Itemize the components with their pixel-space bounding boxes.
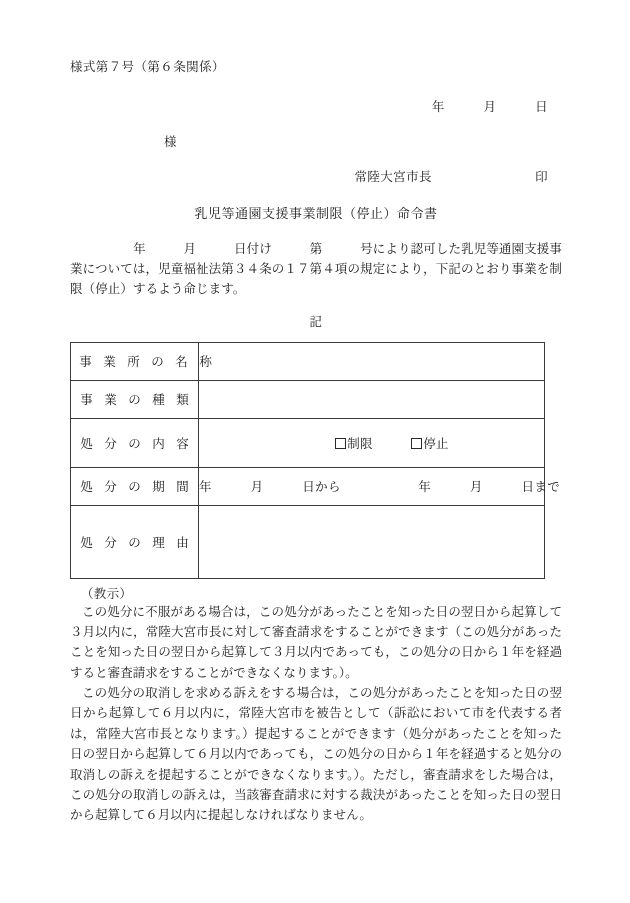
- table-row: [71, 418, 545, 467]
- checkbox-gap: [373, 437, 411, 451]
- row-value-business-type[interactable]: [199, 380, 545, 418]
- row-value-disposition-period[interactable]: 年 月 日から 年 月 日まで: [199, 467, 545, 505]
- ki-mark: 記: [309, 314, 323, 329]
- row-value-disposition-content: [199, 418, 545, 467]
- row-label-disposition-reason: 処 分 の 理 由: [71, 505, 199, 578]
- issuer-line: 常陸大宮市長 印: [354, 169, 548, 184]
- disposition-table: [70, 342, 561, 579]
- row-label-disposition-period: 処 分 の 期 間: [71, 467, 199, 505]
- table-row: [71, 342, 545, 380]
- instructions-paragraph-2: この処分の取消しを求める訴えをする場合は，この処分があったことを知った日の翌日から起算して６月以内に，常陸大宮市を被告として（訴訟において市を代表する者は，常陸大宮市長となります。）提起することができます（処分があったことを知った日の翌日から起算して６月以内であっても，この処分の日から１年を経過すると処分の取消しの訴えを提起することができなくなります。）。ただし，審査請求をした場合は，この処分の取消しの訴えは，当該審査請求に対する裁決があったことを知った日の翌日から起算して６月以内に提起しなければなりません。: [70, 686, 562, 823]
- row-value-business-name[interactable]: [199, 342, 545, 380]
- row-label-business-type: 事 業 の 種 類: [71, 380, 199, 418]
- addressee-line: 様: [164, 134, 177, 149]
- table-row: [71, 505, 545, 578]
- checkbox-label-restriction: 制限: [347, 436, 373, 451]
- page-title: 乳児等通園支援事業制限（停止）命令書: [194, 205, 438, 221]
- instructions-paragraph-1: この処分に不服がある場合は，この処分があったことを知った日の翌日から起算して３月以内に，常陸大宮市長に対して審査請求をすることができます（この処分があったことを知った日の翌日から起算して３月以内であっても，この処分の日から１年を経過すると審査請求をすることができなくなります。）。: [70, 604, 562, 680]
- row-label-disposition-content: 処 分 の 内 容: [71, 418, 199, 467]
- table-row: [71, 380, 545, 418]
- checkbox-restriction[interactable]: [335, 438, 346, 449]
- checkbox-label-suspension: 停止: [423, 436, 449, 451]
- table-row: [71, 467, 545, 505]
- document-content: [70, 58, 562, 826]
- row-label-business-name: 事 業 所 の 名 称: [71, 342, 199, 380]
- issue-date-line: 年 月 日: [431, 99, 548, 114]
- body-paragraph: 年 月 日付け 第 号により認可した乳児等通園支援事業については，児童福祉法第３４条の１７第４項の規定により，下記のとおり事業を制限（停止）するよう命じます。: [70, 241, 562, 297]
- checkbox-suspension[interactable]: [411, 438, 422, 449]
- instructions-heading: （教示）: [81, 586, 133, 601]
- form-number: 様式第７号（第６条関係）: [70, 60, 225, 74]
- row-value-disposition-reason[interactable]: [199, 505, 545, 578]
